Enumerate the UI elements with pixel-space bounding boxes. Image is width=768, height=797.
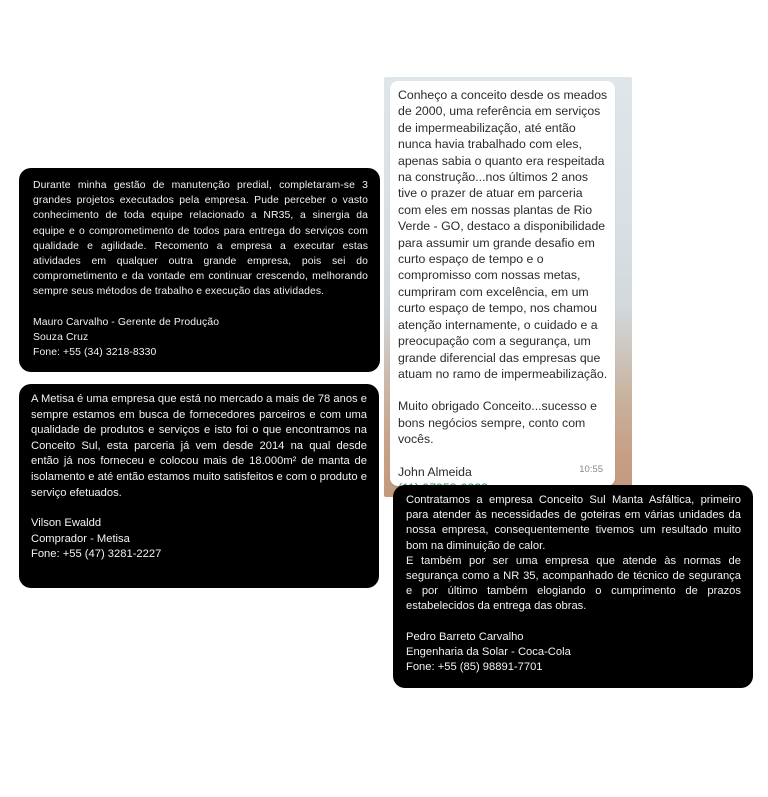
author-company: Souza Cruz	[33, 331, 89, 343]
author-phone: Fone: +55 (47) 3281-2227	[31, 548, 162, 561]
spacer	[406, 615, 741, 630]
chat-message-text: Conheço a conceito desde os meados de 2000, uma referência em serviços de impermeabilização, até então nunca havia trabalhado com eles, apenas sabia o quanto era respeitada na construção...nos últimos 2 anos tive o prazer de atuar em parceria com eles em nossas plantas de Rio Verde - GO, destaco a disponibilidade para assumir um grande desafio em curto espaço de tempo e o compromisso com nossas metas, cumpriram com excelência, em um curto espaço de tempo, nos chamou atenção internamente, o cuidado e a preocupação com a segurança, um grande diferencial das empresas que atuam no ramo de impermeabilização.	[398, 88, 608, 381]
testimonial-text: Contratamos a empresa Conceito Sul Manta Asfáltica, primeiro para atender às necessidades de goteiras em várias unidades da nossa empresa, consequentemente tivemos um resultado muito bom na diminuição de calor.	[406, 494, 741, 552]
author-name: Vilson Ewaldd	[31, 517, 102, 530]
chat-message-bubble	[390, 81, 615, 486]
author-role: Engenharia da Solar - Coca-Cola	[406, 645, 571, 658]
chat-author-name: John Almeida	[398, 464, 472, 479]
author-phone: Fone: +55 (85) 98891-7701	[406, 661, 543, 674]
author-name: Pedro Barreto Carvalho	[406, 630, 524, 643]
spacer	[398, 448, 609, 464]
testimonial-text-continued: E também por ser uma empresa que atende às normas de segurança como a NR 35, acompanhado de técnico de segurança e por último também elogiando o cumprimento de prazos estabelecidos da entrega das obras.	[406, 554, 741, 613]
testimonial-card-pedro	[393, 485, 753, 688]
testimonial-text: A Metisa é uma empresa que está no mercado a mais de 78 anos e sempre estamos em busca de fornecedores parceiros e com uma qualidade de produtos e serviços e isto foi o que encontramos na Conceito Sul, esta parceria já vem desde 2014 na qual desde então já nos forneceu e colocou mais de 18.000m² de manta de isolamento e até então estamos muito satisfeitos e com o produto e serviço efetuados.	[31, 393, 367, 499]
chat-timestamp: 10:55	[579, 463, 603, 475]
spacer	[31, 501, 367, 516]
author-role: Comprador - Metisa	[31, 532, 130, 545]
spacer	[398, 382, 609, 398]
chat-message-thanks: Muito obrigado Conceito...sucesso e bons negócios sempre, conto com vocês.	[398, 399, 597, 447]
testimonial-card-vilson	[19, 384, 379, 588]
whatsapp-testimonial-screenshot	[384, 77, 632, 497]
author-name: Mauro Carvalho - Gerente de Produção	[33, 316, 220, 328]
author-phone: Fone: +55 (34) 3218-8330	[33, 347, 157, 359]
testimonial-card-mauro	[19, 168, 380, 372]
spacer	[33, 300, 368, 315]
testimonial-text: Durante minha gestão de manutenção predial, completaram-se 3 grandes projetos executados pela empresa. Pude perceber o vasto conhecimento de toda equipe relacionado a NR35, a sinergia da equipe e o comprometimento de todos para entrega do serviços com qualidade e agilidade. Recomento a empresa a executar estas atividades em qualquer outra grande empresa, pois sei do comprometimento e da vontade em continuar crescendo, melhorando sempre seus métodos de trabalho e execução das atividades.	[33, 180, 368, 298]
